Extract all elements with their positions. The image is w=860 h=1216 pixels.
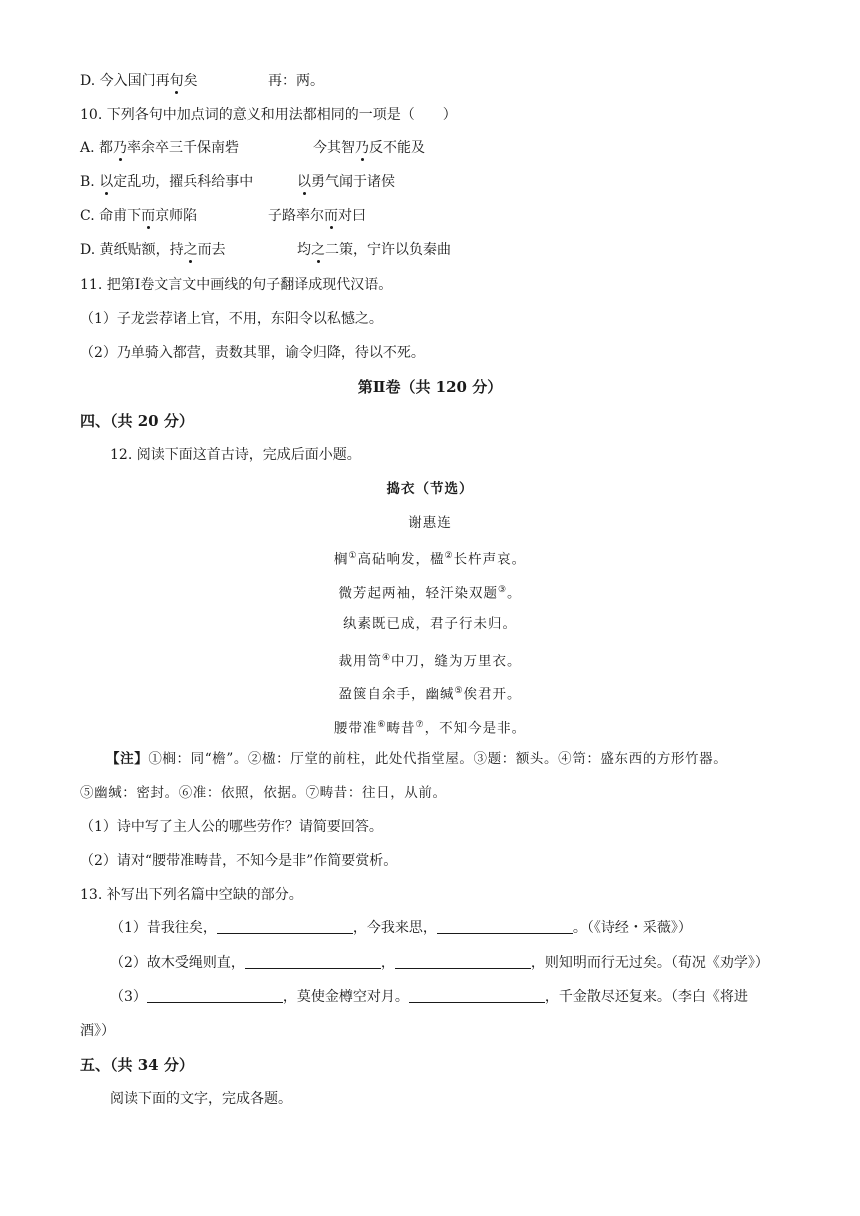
- emphasis-dot-char: 以: [297, 174, 311, 190]
- answer-blank[interactable]: [217, 919, 353, 934]
- q11-stem: 11. 把第Ⅰ卷文言文中画线的句子翻译成现代汉语。: [80, 277, 393, 293]
- note-tag: 【注】: [106, 751, 149, 767]
- q10-option-a-sentence2: 今其智乃反不能及: [313, 140, 425, 156]
- q13-item-2: （2）故木受绳则直， ， ，则知明而行无过矣。（荀况《劝学》）: [110, 955, 769, 971]
- q11-item-1: （1）子龙尝荐诸上官，不用，东阳令以私憾之。: [80, 311, 383, 327]
- q10-option-c-sentence2: 子路率尔而对曰: [268, 208, 366, 224]
- q10-option-d-sentence2: 均之二策，宁许以负秦曲: [297, 242, 451, 258]
- emphasis-dot-char: 以: [99, 174, 114, 190]
- emphasis-dot-char: 而: [324, 208, 338, 224]
- emphasis-dot-char: 之: [183, 242, 198, 258]
- q13-stem: 13. 补写出下列名篇中空缺的部分。: [80, 887, 303, 903]
- poem-title: 捣衣（节选）: [386, 481, 474, 497]
- poem-author: 谢惠连: [408, 515, 452, 531]
- volume-2-title: 第Ⅱ卷（共 120 分）: [357, 378, 503, 396]
- q9-option-d: D. 今入国门再旬矣: [80, 73, 198, 89]
- q10-option-d: D. 黄纸贴额，持之而去: [80, 242, 226, 258]
- poem-line-1: 榈①高砧响发，楹②长杵声哀。: [333, 551, 527, 568]
- q13-item-3: （3） ，莫使金樽空对月。 ，千金散尽还复来。（李白《将进: [110, 989, 748, 1005]
- emphasis-dot-char: 之: [311, 242, 325, 258]
- emphasis-dot-char: 乃: [355, 140, 369, 156]
- q10-option-b: B. 以定乱功，擢兵科给事中: [80, 174, 254, 190]
- poem-notes-line-2: ⑤幽缄：密封。⑥准：依照，依据。⑦畴昔：往日，从前。: [80, 785, 447, 801]
- emphasis-dot-char: 而: [141, 208, 156, 224]
- emphasis-dot-char: 旬: [169, 73, 184, 89]
- q10-option-a: A. 都乃率余卒三千保南砦: [80, 140, 240, 156]
- q10-stem: 10. 下列各句中加点词的意义和用法都相同的一项是（ ）: [80, 107, 457, 123]
- answer-blank[interactable]: [147, 988, 283, 1003]
- q12-subquestion-2: （2）请对“腰带准畴昔，不知今是非”作简要赏析。: [80, 853, 398, 869]
- poem-line-3: 纨素既已成，君子行未归。: [343, 616, 517, 632]
- answer-blank[interactable]: [395, 954, 531, 969]
- section-5-heading: 五、（共 34 分）: [80, 1056, 194, 1074]
- answer-blank[interactable]: [437, 919, 573, 934]
- poem-line-6: 腰带准⑥畴昔⑦，不知今是非。: [333, 720, 527, 737]
- section-4-heading: 四、（共 20 分）: [80, 412, 194, 430]
- q9-option-d-gloss: 再：两。: [268, 73, 324, 89]
- poem-notes-line-1: 【注】①榈：同“檐”。②楹：厅堂的前柱，此处代指堂屋。③题：额头。④笥：盛东西的方形竹器。: [106, 751, 728, 767]
- q12-subquestion-1: （1）诗中写了主人公的哪些劳作？请简要回答。: [80, 819, 383, 835]
- poem-line-2: 微芳起两袖，轻汗染双题③。: [338, 585, 522, 602]
- answer-blank[interactable]: [409, 988, 545, 1003]
- q10-option-c: C. 命甫下而京师陷: [80, 208, 198, 224]
- q11-item-2: （2）乃单骑入都营，责数其罪，谕令归降，待以不死。: [80, 345, 425, 361]
- reading-intro: 阅读下面的文字，完成各题。: [110, 1091, 292, 1107]
- q13-item-1: （1）昔我往矣， ，今我来思， 。（《诗经・采薇》）: [110, 920, 692, 936]
- emphasis-dot-char: 乃: [113, 140, 128, 156]
- poem-line-5: 盈箧自余手，幽缄⑤俟君开。: [338, 686, 522, 703]
- poem-line-4: 裁用笥④中刀，缝为万里衣。: [338, 653, 522, 670]
- q10-option-b-sentence2: 以勇气闻于诸侯: [297, 174, 395, 190]
- q13-item-3-continued: 酒》）: [80, 1023, 115, 1039]
- q12-stem: 12. 阅读下面这首古诗，完成后面小题。: [110, 447, 361, 463]
- answer-blank[interactable]: [245, 954, 381, 969]
